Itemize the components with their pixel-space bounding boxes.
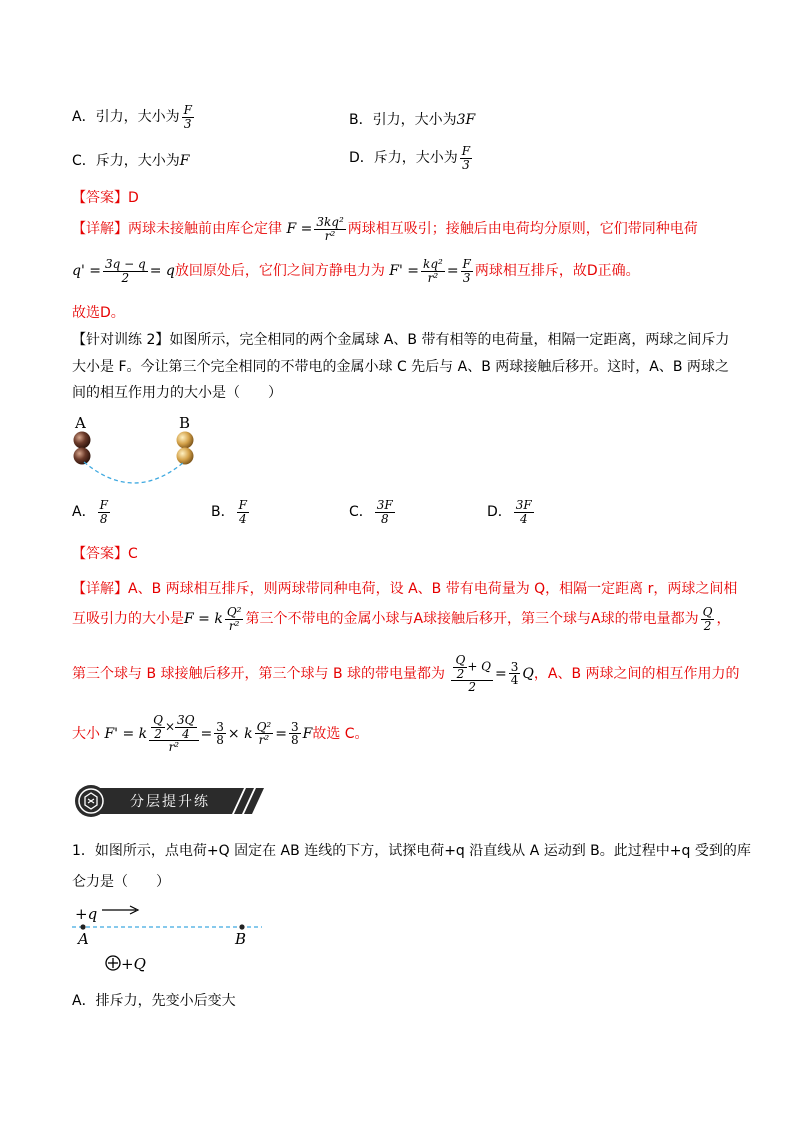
label-b: B [235, 930, 247, 948]
ball-b-bottom [177, 448, 194, 465]
label-a: A [75, 414, 86, 432]
detail-2-line2: 互吸引力的大小是F = k $\frac{\text{Q²}}{\text{r²}}$ 第三个不带电的金属小球与A球接触后移开，第三个球与A球的带电量都为 $\frac{Q}{2}$ ， [72, 605, 731, 633]
detail-1-line1: 【详解】两球未接触前由库仑定律 F = $\frac{\text{3kq²}}{\text{r²}}$ 两球相互吸引；接触后由电荷均分原则，它们带同种电荷 [72, 215, 698, 243]
detail-1-line2: q' = $\frac{3q - q}{2}$ = q放回原处后，它们之间方静电力为 F' = $\frac{\text{kq²}}{\text{r²}}$ = $\frac{F}{3}$ 两球相互排斥，故D正确。 [72, 257, 640, 285]
q2-option-d: D． $\frac{3F}{4}$ [487, 498, 532, 526]
ball-a-bottom [74, 448, 91, 465]
q3-text-line2: 仑力是（ ） [72, 874, 170, 890]
charge-figure [70, 900, 270, 978]
q1-option-c: C．斥力，大小为F [72, 153, 190, 169]
dashed-arc [84, 462, 184, 483]
q1-option-d: D．斥力，大小为 $\frac{F}{3}$ [349, 144, 471, 172]
q2-text-line1: 【针对训练 2】如图所示，完全相同的两个金属球 A、B 带有相等的电荷量，相隔一定距离，两球之间斥力 [72, 332, 730, 348]
two-balls-figure [66, 412, 206, 492]
point-b [239, 924, 244, 929]
q2-option-a: A． $\frac{F}{8}$ [72, 498, 108, 526]
q1-option-a: A．引力，大小为 $\frac{F}{3}$ [72, 103, 192, 131]
detail-2-line1: 【详解】A、B 两球相互排斥，则两球带同种电荷，设 A、B 带有电荷量为 Q，相隔一定距离 r，两球之间相 [72, 581, 738, 597]
detail-2-line3: 第三个球与 B 球接触后移开，第三个球与 B 球的带电量都为 $\frac{Q}{2}$ + Q 2 = $\frac{3}{4}$ Q，A、B 两球之间的相互作用力的 [72, 653, 740, 695]
banner-title: 分层提升练 [130, 794, 210, 810]
answer-1: 【答案】D [72, 190, 139, 206]
label-plus-q: +q [75, 905, 98, 923]
label-plus-Q: +Q [121, 955, 146, 973]
conclusion-1: 故选D。 [72, 305, 125, 321]
q3-option-a: A．排斥力，先变小后变大 [72, 993, 236, 1009]
section-banner [74, 784, 270, 818]
ball-a-top [74, 432, 91, 449]
q2-text-line2: 大小是 F。今让第三个完全相同的不带电的金属小球 C 先后与 A、B 两球接触后移开。这时，A、B 两球之 [72, 359, 729, 375]
q3-text-line1: 1．如图所示，点电荷+Q 固定在 AB 连线的下方，试探电荷+q 沿直线从 A 运动到 B。此过程中+q 受到的库 [72, 843, 751, 859]
q2-option-b: B． $\frac{F}{4}$ [211, 498, 247, 526]
q2-option-c: C． $\frac{3F}{8}$ [349, 498, 393, 526]
label-a: A [78, 930, 89, 948]
answer-2: 【答案】C [72, 546, 138, 562]
q2-text-line3: 间的相互作用力的大小是（ ） [72, 385, 282, 401]
label-b: B [179, 414, 191, 432]
q1-option-b: B．引力，大小为3F [349, 112, 476, 128]
ball-b-top [177, 432, 194, 449]
point-a [80, 924, 85, 929]
detail-2-line4: 大小 F' = k $\frac{Q}{2}$ × $\frac{3Q}{4}$ r² = $\frac{3}{8}$ × k $\frac{\text{Q²}}{\text{r²}}$ = $\frac{3}{8}$ F故选 C。 [72, 713, 369, 755]
